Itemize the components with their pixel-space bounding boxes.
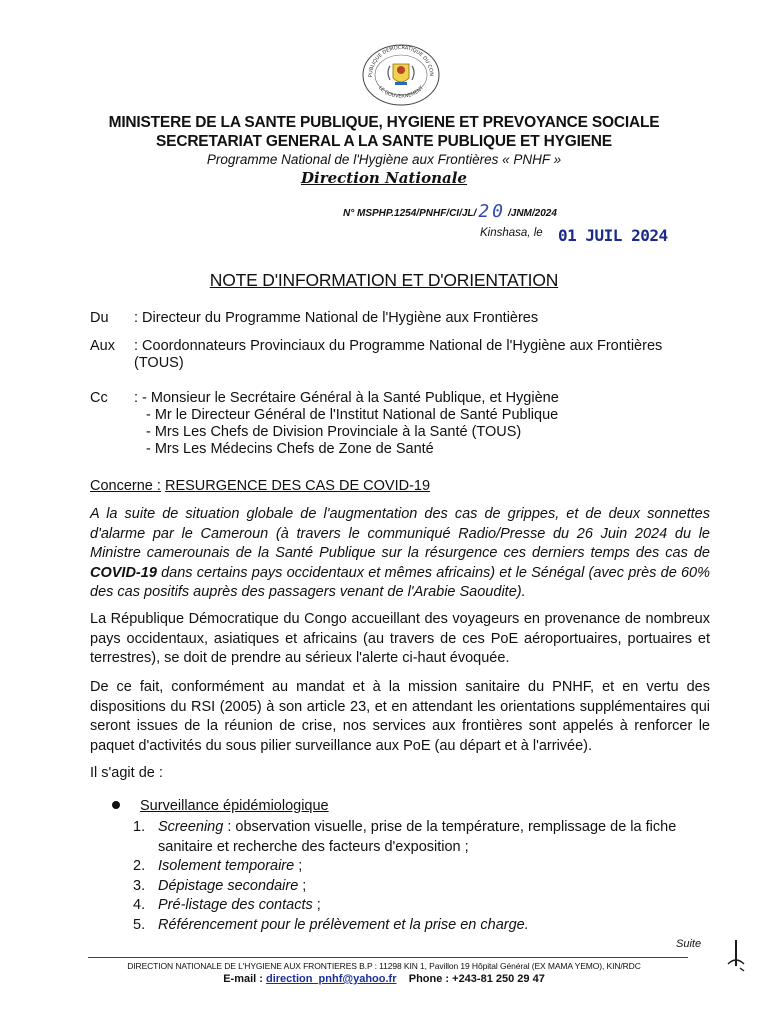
paragraph-context xyxy=(90,505,710,603)
cc-line: - Mrs Les Chefs de Division Provinciale à la Santé (TOUS) xyxy=(146,424,522,440)
bullet-subject: Surveillance épidémiologique xyxy=(140,798,329,814)
cc-line: : - Monsieur le Secrétaire Général à la Santé Publique, et Hygiène xyxy=(134,390,559,406)
covid-keyword: COVID-19 xyxy=(90,564,157,581)
to-value: : Coordonnateurs Provinciaux du Programme National de l'Hygiène aux Frontières (TOUS) xyxy=(134,338,663,371)
list-item-text: ; xyxy=(298,877,307,894)
list-item-text: ; xyxy=(294,858,303,874)
place-label: Kinshasa, le xyxy=(480,227,543,239)
cc-line: - Mr le Directeur Général de l'Institut National de Santé Publique xyxy=(146,407,559,423)
concern-line xyxy=(90,478,430,494)
seal-bottom-text: LE GOUVERNEMENT xyxy=(377,85,425,100)
program-heading: Programme National de l'Hygiène aux Frontières « PNHF » xyxy=(206,152,562,167)
list-item-term: Pré-listage des contacts xyxy=(158,897,313,913)
list-item-term: Référencement pour le prélèvement et la prise en charge. xyxy=(158,916,529,933)
from-label: Du xyxy=(90,310,109,326)
reference-prefix: N° MSPHP.1254/PNHF/CI/JL/ xyxy=(343,208,477,219)
phone-label: Phone : xyxy=(408,973,450,985)
email-label: E-mail : xyxy=(223,973,263,985)
to-label: Aux xyxy=(90,338,115,354)
list-item-number: 1. xyxy=(133,819,146,835)
list-item xyxy=(133,916,711,936)
document-title: NOTE D'INFORMATION ET D'ORIENTATION xyxy=(209,270,559,290)
seal-top-text: PUBLIQUE DEMOCRATIQUE DU CON xyxy=(367,44,435,78)
cc-label: Cc xyxy=(90,390,108,406)
concern-label: Concerne : xyxy=(90,478,161,494)
list-item xyxy=(133,818,711,857)
list-item xyxy=(133,877,711,897)
list-item-number: 5. xyxy=(133,916,146,933)
list-item-text: ; xyxy=(312,897,321,913)
date-stamp: 01 JUIL 2024 xyxy=(558,226,668,245)
list-item-number: 4. xyxy=(133,897,146,913)
reference-suffix: /JNM/2024 xyxy=(508,208,557,219)
footer-contact xyxy=(0,973,768,985)
phone-number: +243-81 250 29 47 xyxy=(452,973,545,985)
secretariat-heading: SECRETARIAT GENERAL A LA SANTE PUBLIQUE ET HYGIENE xyxy=(156,133,612,150)
concern-subject: RESURGENCE DES CAS DE COVID-19 xyxy=(164,478,431,494)
reference-number xyxy=(343,200,557,221)
list-item-text: : observation visuelle, prise de la température, remplissage de la fiche sanitaire et recherche des facteurs d'exposition ; xyxy=(158,819,677,855)
svg-text:LE GOUVERNEMENT xyxy=(377,85,426,100)
list-item-term: Screening xyxy=(158,819,224,835)
numbered-list xyxy=(133,818,711,935)
list-item-number: 2. xyxy=(133,858,146,874)
paragraph-mandate: De ce fait, conformément au mandat et à la mission sanitaire du PNHF, et en vertu des dispositions du RSI (2005) à son article 23, et en attendant les orientations supplémentaires qui seront issues de la réunion de crise, nos services aux frontières sont appelés à renforcer le paquet d'activités du sous pilier surveillance aux PoE (au départ et à l'arrivée). xyxy=(90,679,710,754)
ministry-heading: MINISTERE DE LA SANTE PUBLIQUE, HYGIENE ET PREVOYANCE SOCIALE xyxy=(108,114,660,131)
footer-divider xyxy=(88,957,688,958)
list-item-term: Dépistage secondaire xyxy=(158,877,299,894)
paragraph-drc: La République Démocratique du Congo accueillant des voyageurs en provenance de nombreux pays occidentaux, asiatiques et africains (au travers de ces PoE aéroportuaires, portuaires et terrestres), se doit de prendre au sérieux l'alerte ci-haut évoquée. xyxy=(90,611,710,666)
from-value: : Directeur du Programme National de l'Hygiène aux Frontières xyxy=(134,310,539,326)
list-intro: Il s'agit de : xyxy=(90,765,163,781)
footer-address: DIRECTION NATIONALE DE L'HYGIENE AUX FRONTIERES B.P : 11298 KIN 1, Pavillon 19 Hôpital Général (EX MAMA YEMO), KIN/RDC xyxy=(127,961,641,971)
direction-heading: Direction Nationale xyxy=(301,169,467,187)
government-seal-icon xyxy=(360,42,442,106)
list-item xyxy=(133,896,711,916)
paragraph-context-start: A la suite de situation globale de l'augmentation des cas de grippes, et de deux sonnettes d'alarme par le Cameroun (à travers le communiqué Radio/Presse du 26 Juin 2024 du le Ministre camerounais de la Santé Publique sur la résurgence ces derniers temps des cas de xyxy=(90,506,710,561)
paragraph-context-end: dans certains pays occidentaux et mêmes africains) et le Sénégal (avec près de 60% des cas positifs auprès des passagers venant de l'Arabie Saoudite). xyxy=(90,564,710,600)
list-bullet xyxy=(112,798,329,814)
list-item xyxy=(133,857,711,877)
continuation-label: Suite xyxy=(676,938,702,950)
bullet-dot-icon xyxy=(112,801,120,809)
cc-line: - Mrs Les Médecins Chefs de Zone de Santé xyxy=(146,441,434,457)
reference-handwritten-number: 20 xyxy=(478,201,506,222)
email-link[interactable]: direction_pnhf@yahoo.fr xyxy=(265,973,397,985)
list-item-term: Isolement temporaire xyxy=(158,858,295,874)
list-item-number: 3. xyxy=(133,877,146,894)
